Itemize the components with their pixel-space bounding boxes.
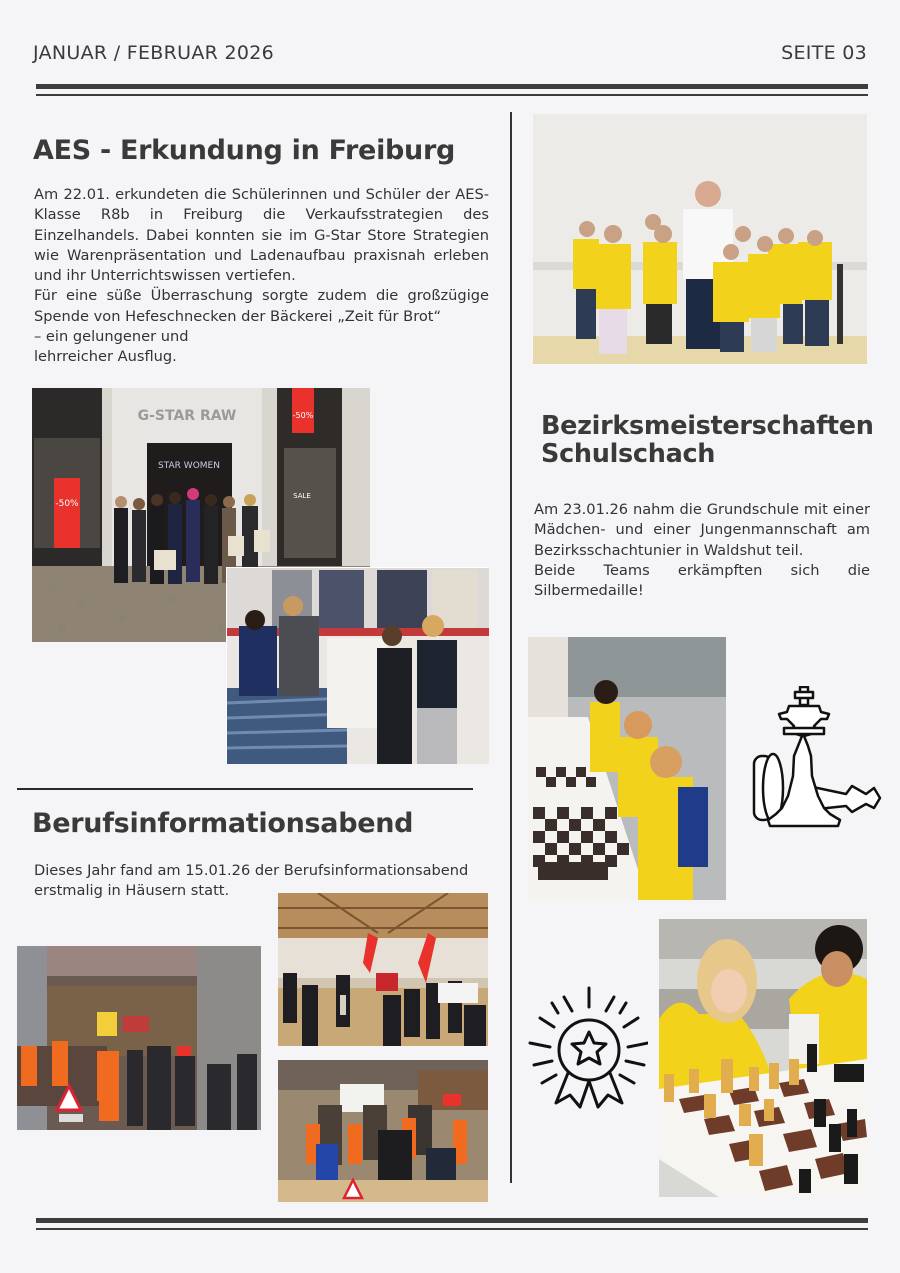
paragraph: lehrreicher Ausflug. [34,348,177,366]
issue-date: JANUAR / FEBRUAR 2026 [33,42,275,64]
title-line: Schulschach [541,439,716,469]
article-body [34,185,489,368]
paragraph: Beide Teams erkämpften sich die Silbermedaille! [534,561,870,600]
article-title [541,412,881,468]
photo-career-booth [278,1060,488,1202]
store-sign: G-STAR RAW [137,408,237,424]
footer-rule-thin [36,1228,868,1230]
header-rule-thick [36,84,868,89]
photo-chess-team [533,114,867,364]
paragraph: – ein gelungener und [34,328,189,346]
svg-text:-50%: -50% [292,411,314,420]
svg-text:STAR WOMEN: STAR WOMEN [158,461,220,471]
chess-king-icon [748,686,882,834]
paragraph: Am 23.01.26 nahm die Grundschule mit einer Mädchen- und einer Jungenmannschaft am Bezirksschachtunier in Waldshut teil. [534,501,870,559]
page-number: SEITE 03 [781,42,867,64]
article-title: AES - Erkundung in Freiburg [33,135,456,166]
svg-text:-50%: -50% [55,499,79,509]
photo-chess-game [659,919,867,1197]
header-rule-thin [36,94,868,96]
photo-career-hall [278,893,488,1046]
article-title: Berufsinformationsabend [32,808,414,839]
photo-career-stage [17,946,261,1130]
svg-text:SALE: SALE [293,492,311,500]
award-medal-icon [528,985,648,1110]
paragraph: Für eine süße Überraschung sorgte zudem die großzügige Spende von Hefeschnecken der Bäckerei „Zeit für Brot“ [34,287,489,325]
section-divider [17,788,473,790]
photo-store-interior [226,567,489,764]
photo-chess-tournament [528,637,726,900]
footer-rule-thick [36,1218,868,1223]
paragraph: Dieses Jahr fand am 15.01.26 der Berufsinformationsabend erstmalig in Häusern statt. [34,862,469,900]
column-divider [510,112,512,1183]
title-line: Bezirksmeisterschaften [541,411,874,441]
paragraph: Am 22.01. erkundeten die Schülerinnen und Schüler der AES-Klasse R8b in Freiburg die Verkaufsstrategien des Einzelhandels. Dabei konnten sie im G-Star Store Strategien wie Warenpräsentation und Ladenaufbau praxisnah erleben und ihr Unterrichtswissen vertiefen. [34,186,489,285]
article-body [534,500,870,601]
